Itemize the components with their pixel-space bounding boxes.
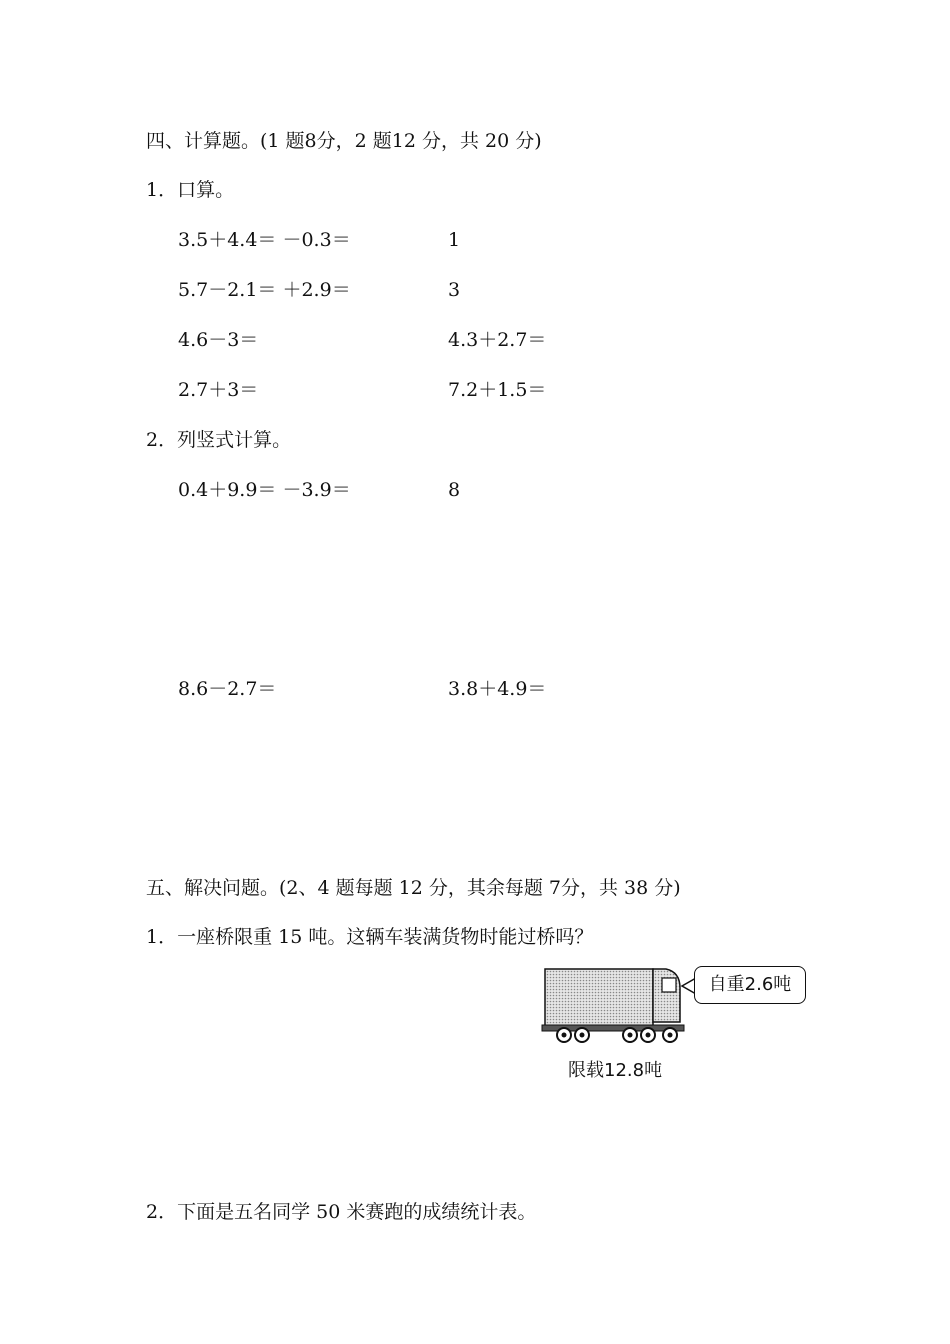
truck-weight-bubble: 自重2.6吨 xyxy=(694,966,806,1004)
oral-row-1-right: 1 xyxy=(448,229,461,251)
vertical-row-2-left: 8.6－2.7＝ xyxy=(178,678,277,700)
oral-row-2-right: 3 xyxy=(448,279,461,301)
truck-icon xyxy=(540,964,690,1046)
section4-heading: 四、计算题。(1 题8分，2 题12 分，共 20 分) xyxy=(146,130,542,152)
vertical-row-1-right: 8 xyxy=(448,479,461,501)
vertical-row-1-left: 0.4＋9.9＝ －3.9＝ xyxy=(178,479,351,501)
oral-row-1-left: 3.5＋4.4＝ －0.3＝ xyxy=(178,229,351,251)
oral-row-4-left: 2.7＋3＝ xyxy=(178,379,259,401)
oral-row-3-left: 4.6－3＝ xyxy=(178,329,259,351)
oral-row-4-right: 7.2＋1.5＝ xyxy=(448,379,547,401)
s5-q2-title: 2．下面是五名同学 50 米赛跑的成绩统计表。 xyxy=(146,1201,537,1223)
section5-heading: 五、解决问题。(2、4 题每题 12 分，其余每题 7分，共 38 分) xyxy=(146,877,681,899)
truck-figure xyxy=(540,962,820,1092)
truck-load-caption: 限载12.8吨 xyxy=(568,1060,663,1081)
oral-row-2-left: 5.7－2.1＝ ＋2.9＝ xyxy=(178,279,351,301)
q1-title: 1．口算。 xyxy=(146,179,235,201)
s5-q1-title: 1．一座桥限重 15 吨。这辆车装满货物时能过桥吗？ xyxy=(146,926,594,948)
oral-row-3-right: 4.3＋2.7＝ xyxy=(448,329,547,351)
q2-title: 2．列竖式计算。 xyxy=(146,429,292,451)
vertical-row-2-right: 3.8＋4.9＝ xyxy=(448,678,547,700)
